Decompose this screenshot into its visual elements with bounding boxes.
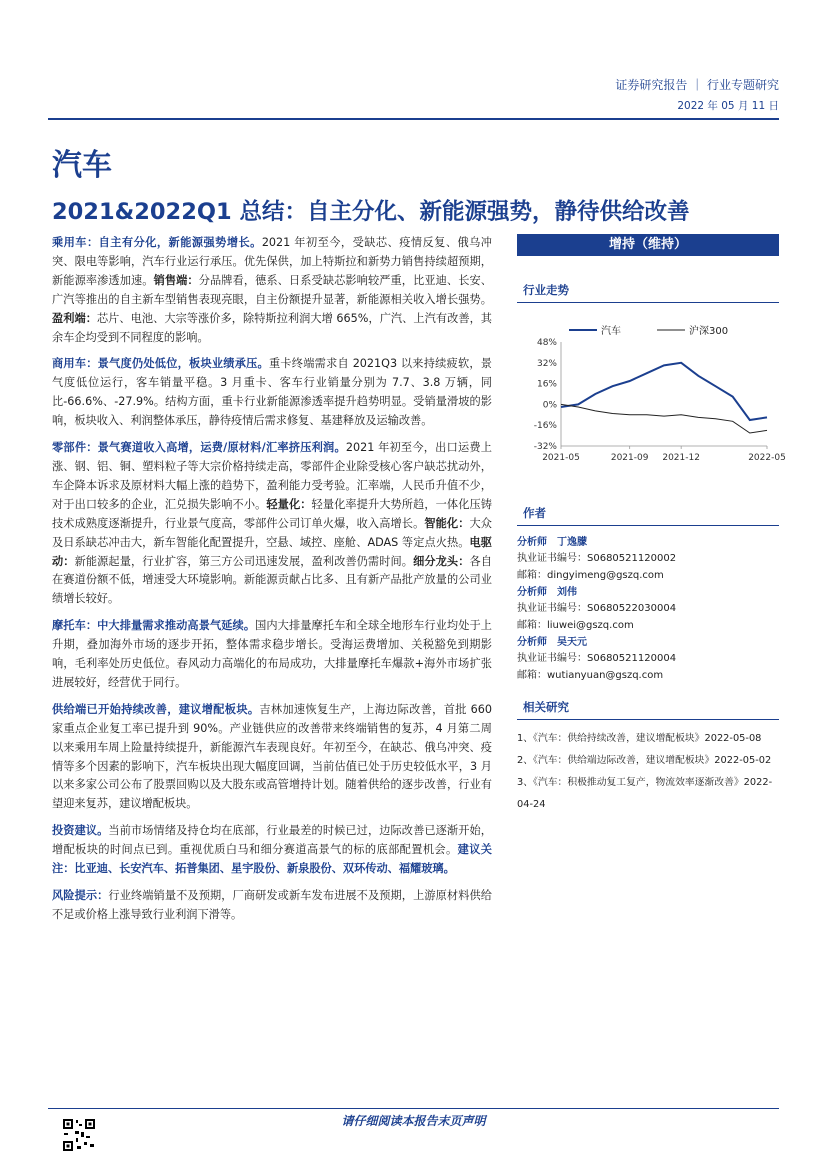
y-tick-label: 0%	[542, 400, 557, 411]
series-line-auto	[561, 363, 767, 420]
legend-label: 沪深300	[689, 326, 729, 337]
authors-section	[517, 503, 779, 684]
footer-disclaimer: 请仔细阅读本报告末页声明	[341, 1114, 486, 1128]
y-tick-label: 48%	[536, 338, 557, 348]
report-type: 证券研究报告 ｜ 行业专题研究	[615, 78, 779, 92]
x-tick-label: 2021-05	[542, 453, 580, 463]
report-date: 2022 年 05 月 11 日	[677, 100, 779, 112]
paragraph-investment: 投资建议。当前市场情绪及持仓均在底部，行业最差的时候已过，边际改善已逐渐开始，增配板块的时间点已到。重视优质白马和细分赛道高景气的标的底部配置机会。建议关注：比亚迪、长安汽车、拓普集团、星宇股份、新泉股份、双环传动、福耀玻璃。	[52, 824, 492, 876]
analyst-3: 分析师 吴天元 执业证书编号：S0680521120004 邮箱：wutianyuan@gszq.com	[517, 637, 677, 681]
trend-chart	[517, 320, 786, 470]
paragraph-passenger-cars: 乘用车：自主有分化，新能源强势增长。2021 年初至今，受缺芯、疫情反复、俄乌冲突、限电等影响，汽车行业运行承压。优先保供，加上特斯拉和新势力销售持续超预期，新能源率渗透加速。销售端：分品牌看，德系、日系受缺芯影响较严重，比亚迪、长安、广汽等推出的自主新车型销售表现亮眼，自主份额提升显著，新能源相关收入增长强势。盈利端：芯片、电池、大宗等涨价多，除特斯拉利润大增 665%，广汽、上汽有改善，其余车企均受到不同程度的影响。	[52, 236, 492, 344]
paragraph-motorcycles: 摩托车：中大排量需求推动高景气延续。国内大排量摩托车和全球全地形车行业均处于上升期，叠加海外市场的逐步开拓，整体需求稳步增长。受海运费增加、关税豁免到期影响，毛利率处历史低位。春风动力高端化的布局成功，大排量摩托车爆款+海外市场扩张进展较好，经营优于同行。	[52, 619, 492, 689]
trend-heading: 行业走势	[517, 280, 779, 303]
rating-badge: 增持（维持）	[517, 234, 779, 256]
analyst-email-link[interactable]: dingyimeng@gszq.com	[547, 569, 664, 581]
related-research	[517, 697, 779, 816]
y-tick-label: -16%	[533, 421, 557, 432]
analyst-email-link[interactable]: wutianyuan@gszq.com	[547, 669, 664, 681]
trend-chart-svg	[517, 320, 786, 470]
paragraph-supply: 供给端已开始持续改善，建议增配板块。吉林加速恢复生产，上海边际改善，首批 660 家重点企业复工率已提升到 90%。产业链供应的改善带来终端销售的复苏，4 月第二周以来乘用车周上险量持续提升，新能源汽车表现良好。年初至今，在缺芯、俄乌冲突、疫情等多个因素的影响下，汽车板块出现大幅度回调，当前估值已处于历史较低水平，3 月以来多家公司公布了股票回购以及大股东或高管增持计划。随着供给的逐步改善，行业有望迎来复苏，建议增配板块。	[52, 702, 492, 811]
x-tick-label: 2021-09	[610, 453, 649, 463]
research-heading: 相关研究	[517, 697, 779, 720]
sidebar	[517, 234, 779, 311]
sector-title: 汽车	[52, 148, 112, 183]
paragraph-risk: 风险提示：行业终端销量不及预期，厂商研发或新车发布进展不及预期，上游原材料供给不足或价格上涨导致行业利润下滑等。	[52, 889, 492, 921]
report-title: 2021&2022Q1 总结：自主分化、新能源强势，静待供给改善	[52, 199, 690, 225]
header-divider	[48, 118, 779, 120]
analyst-1: 分析师 丁逸朦 执业证书编号：S0680521120002 邮箱：dingyimeng@gszq.com	[517, 537, 677, 581]
x-tick-label: 2022-05	[748, 453, 786, 463]
research-item[interactable]: 3、《汽车：积极推动复工复产，物流效率逐渐改善》2022-04-24	[517, 777, 773, 810]
paragraph-components: 零部件：景气赛道收入高增，运费/原材料/汇率挤压利润。2021 年初至今，出口运费上涨、钢、铝、铜、塑料粒子等大宗价格持续走高，零部件企业除受核心客户缺芯扰动外，车企降本诉求及原材料大幅上涨的趋势下，盈利能力受考验。汇率端，人民币升值不少，对于出口较多的企业，汇兑损失影响不小。轻量化：轻量化率提升大势所趋，一体化压铸技术成熟度逐渐提升，行业景气度高，零部件公司订单火爆，收入高增长。智能化：大众及日系缺芯冲击大，新车智能化配置提升，空悬、域控、座舱、ADAS 等定点火热。电驱动：新能源起量，行业扩容，第三方公司迅速发展，盈利改善仍需时间。细分龙头：各自在赛道份额不低，增速受大环境影响。新能源贡献占比多、且有新产品批产放量的公司业绩增长较好。	[52, 441, 492, 606]
y-tick-label: 32%	[536, 358, 557, 369]
y-tick-label: 16%	[536, 379, 557, 390]
footer-divider	[48, 1108, 779, 1109]
authors-heading: 作者	[517, 503, 779, 526]
research-item[interactable]: 2、《汽车：供给端边际改善，建议增配板块》2022-05-02	[517, 755, 772, 766]
research-item[interactable]: 1、《汽车：供给持续改善，建议增配板块》2022-05-08	[517, 733, 762, 744]
analyst-email-link[interactable]: liuwei@gszq.com	[547, 619, 634, 631]
legend-label: 汽车	[601, 326, 621, 337]
x-tick-label: 2021-12	[662, 453, 700, 463]
y-tick-label: -32%	[533, 442, 557, 452]
main-body	[52, 234, 492, 933]
analyst-2: 分析师 刘伟 执业证书编号：S0680522030004 邮箱：liuwei@gszq.com	[517, 587, 677, 631]
series-line-hs300	[561, 404, 767, 433]
paragraph-commercial-vehicles: 商用车：景气度仍处低位，板块业绩承压。重卡终端需求自 2021Q3 以来持续疲软，景气度低位运行，客车销量平稳。3 月重卡、客车行业销量分别为 7.7、3.8 万辆，同比-66.6%、-27.9%。结构方面，重卡行业新能源渗透率提升趋势明显。受销量滑坡的影响，板块收入、利润整体承压，静待疫情后需求修复、基建释放及运输改善。	[52, 357, 492, 428]
